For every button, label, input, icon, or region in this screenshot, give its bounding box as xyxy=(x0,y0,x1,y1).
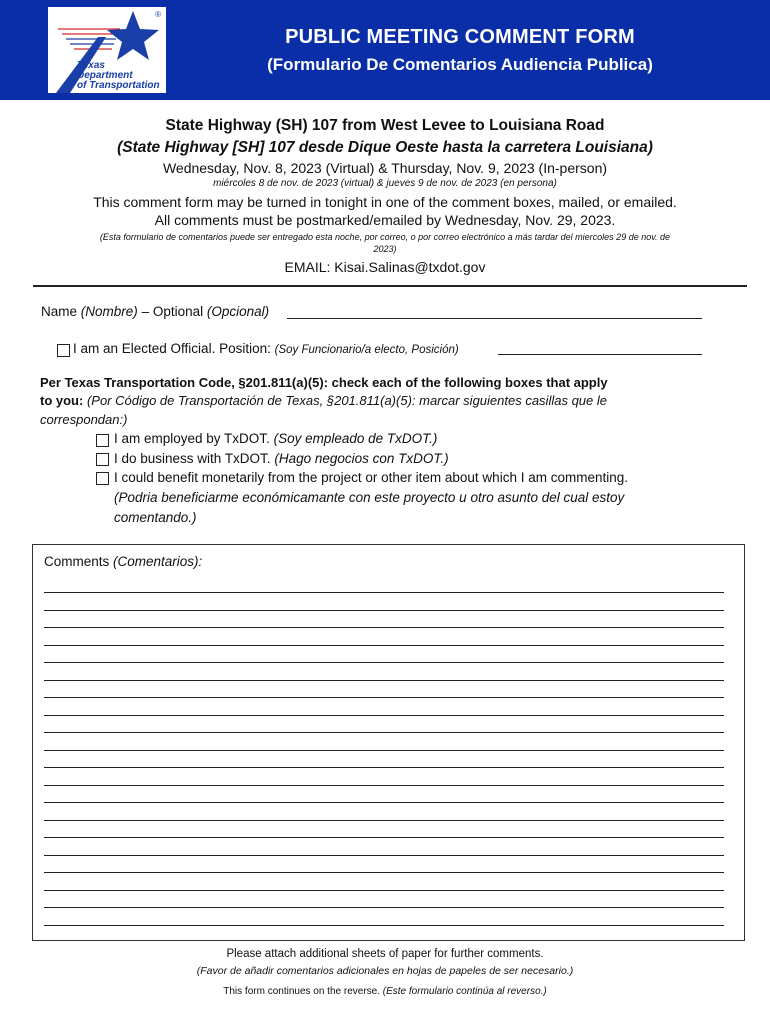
meeting-dates-spanish: miércoles 8 de nov. de 2023 (virtual) & jueves 9 de nov. de 2023 (en persona) xyxy=(213,178,557,189)
comment-line[interactable] xyxy=(44,767,724,768)
reverse-note-en: This form continues on the reverse. xyxy=(223,986,380,997)
name-label-es: (Nombre) xyxy=(80,304,138,319)
section-divider xyxy=(33,285,747,287)
comment-line[interactable] xyxy=(44,697,724,698)
comments-box[interactable] xyxy=(32,544,745,941)
comment-line[interactable] xyxy=(44,872,724,873)
employed-label-es: (Soy empleado de TxDOT.) xyxy=(273,431,438,446)
comment-line[interactable] xyxy=(44,785,724,786)
contact-email[interactable]: EMAIL: Kisai.Salinas@txdot.gov xyxy=(284,259,486,275)
comment-line[interactable] xyxy=(44,732,724,733)
attach-note: Please attach additional sheets of paper for further comments. xyxy=(226,948,544,960)
business-checkbox[interactable] xyxy=(96,453,109,466)
instructions-spanish: (Esta formulario de comentarios puede ser entregado esta noche, por correo, o por correo electrónico a más tardar del miercoles 29 de nov. de 2023) xyxy=(99,232,671,254)
instructions-line-1: This comment form may be turned in tonight in one of the comment boxes, mailed, or emailed. xyxy=(93,194,677,210)
comment-line[interactable] xyxy=(44,680,724,681)
name-field-label xyxy=(41,304,269,319)
header-banner xyxy=(0,0,770,100)
business-option xyxy=(114,451,449,466)
comment-line[interactable] xyxy=(44,802,724,803)
reverse-note xyxy=(40,986,730,997)
comments-label xyxy=(44,554,202,569)
instructions-line-2: All comments must be postmarked/emailed by Wednesday, Nov. 29, 2023. xyxy=(154,212,616,228)
elected-label: I am an Elected Official. Position: xyxy=(73,341,271,356)
comment-line[interactable] xyxy=(44,592,724,593)
comments-label-es: (Comentarios): xyxy=(113,554,203,569)
code-statement-spanish: (Por Código de Transportación de Texas, §201.811(a)(5): marcar siguientes casillas que le xyxy=(86,393,607,408)
code-statement-line-2 xyxy=(40,393,607,408)
code-statement-line-3: correspondan:) xyxy=(40,412,128,427)
comment-line[interactable] xyxy=(44,890,724,891)
name-optional: – Optional xyxy=(141,304,204,319)
reverse-note-es: (Este formulario continúa al reverso.) xyxy=(382,986,547,997)
logo-line-1: Texas xyxy=(77,60,105,71)
meeting-dates: Wednesday, Nov. 8, 2023 (Virtual) & Thursday, Nov. 9, 2023 (In-person) xyxy=(162,160,608,176)
comment-line[interactable] xyxy=(44,610,724,611)
comment-line[interactable] xyxy=(44,820,724,821)
business-label-es: (Hago negocios con TxDOT.) xyxy=(274,451,449,466)
comment-line[interactable] xyxy=(44,627,724,628)
comment-line[interactable] xyxy=(44,645,724,646)
benefit-option-spanish: (Podria beneficiarme económicamante con este proyecto u otro asunto del cual estoy xyxy=(114,490,625,505)
business-label: I do business with TxDOT. xyxy=(114,451,271,466)
benefit-checkbox[interactable] xyxy=(96,472,109,485)
form-title-spanish: (Formulario De Comentarios Audiencia Publica) xyxy=(267,55,653,74)
name-input-line[interactable] xyxy=(287,318,702,319)
project-name-spanish: (State Highway [SH] 107 desde Dique Oeste hasta la carretera Louisiana) xyxy=(117,139,653,156)
benefit-option: I could benefit monetarily from the project or other item about which I am commenting. xyxy=(114,470,628,485)
employed-checkbox[interactable] xyxy=(96,434,109,447)
benefit-option-spanish-2: comentando.) xyxy=(114,510,197,525)
elected-label-es: (Soy Funcionario/a electo, Posición) xyxy=(274,344,459,356)
project-name: State Highway (SH) 107 from West Levee to Louisiana Road xyxy=(165,117,605,134)
form-title: PUBLIC MEETING COMMENT FORM xyxy=(285,26,635,48)
employed-option xyxy=(114,431,437,446)
registered-mark: ® xyxy=(155,10,161,19)
txdot-logo xyxy=(48,7,166,93)
logo-text xyxy=(77,61,160,91)
comment-line[interactable] xyxy=(44,715,724,716)
position-input-line[interactable] xyxy=(498,354,702,355)
logo-line-3: of Transportation xyxy=(77,80,160,91)
comment-line[interactable] xyxy=(44,837,724,838)
code-statement: Per Texas Transportation Code, §201.811(a)(5): check each of the following boxes that apply xyxy=(40,375,608,390)
employed-label: I am employed by TxDOT. xyxy=(114,431,270,446)
logo-line-2: Department xyxy=(77,70,133,81)
name-optional-es: (Opcional) xyxy=(206,304,270,319)
name-label: Name xyxy=(41,304,78,319)
attach-note-spanish: (Favor de añadir comentarios adicionales en hojas de papeles de ser necesario.) xyxy=(196,965,574,977)
comments-label-en: Comments xyxy=(44,554,110,569)
elected-official-checkbox[interactable] xyxy=(57,344,70,357)
comment-line[interactable] xyxy=(44,855,724,856)
elected-official-label xyxy=(73,341,459,356)
comment-line[interactable] xyxy=(44,750,724,751)
comment-line[interactable] xyxy=(44,925,724,926)
code-to-you: to you: xyxy=(40,393,84,408)
comment-line[interactable] xyxy=(44,907,724,908)
comment-line[interactable] xyxy=(44,662,724,663)
